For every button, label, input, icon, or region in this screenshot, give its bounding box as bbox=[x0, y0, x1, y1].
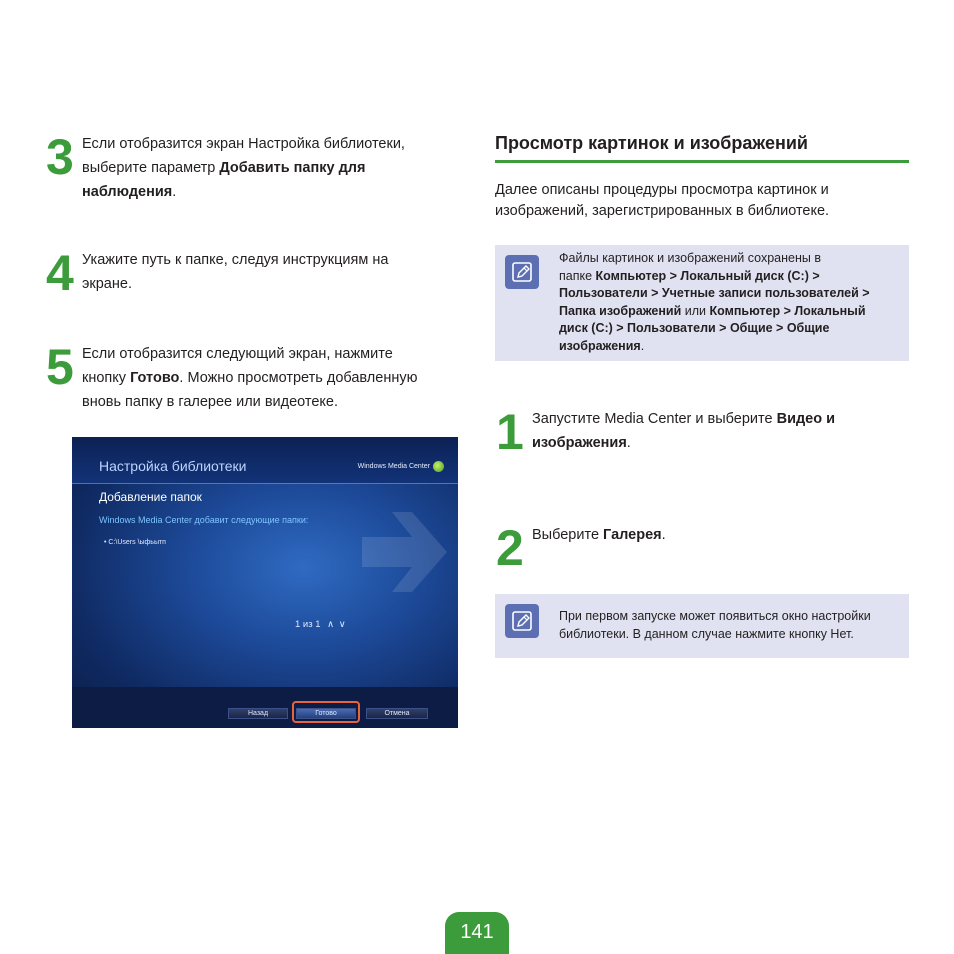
wmc-heading: Добавление папок bbox=[99, 490, 202, 504]
pencil-note-icon bbox=[505, 604, 539, 638]
step-1 bbox=[496, 404, 916, 467]
step-number: 1 bbox=[496, 404, 522, 460]
step-text: Если отобразится следующий экран, нажмите кнопку Готово. Можно просмотреть добавленную вновь папку в галерее или видеотеке. bbox=[82, 346, 418, 410]
section-title: Просмотр картинок и изображений bbox=[495, 133, 909, 163]
step-number: 3 bbox=[46, 129, 72, 185]
windows-logo-icon bbox=[433, 461, 444, 472]
note-text: При первом запуске может появиться окно настройки библиотеки. В данном случае нажмите кнопку Нет. bbox=[559, 609, 871, 641]
note-text: Файлы картинок и изображений сохранены в папке Компьютер > Локальный диск (C:) > Пользователи > Учетные записи пользователей > Папка изображений или Компьютер > Локальный диск (C:) > Пользователи > Общие > Общие изображения. bbox=[559, 251, 870, 353]
wmc-subheading: Windows Media Center добавит следующие папки: bbox=[99, 515, 309, 525]
step-number: 4 bbox=[46, 245, 72, 301]
chevron-down-icon[interactable]: ∨ bbox=[338, 619, 346, 630]
step-text: Запустите Media Center и выберите Видео и изображения. bbox=[532, 411, 836, 451]
pager-label: 1 из 1 bbox=[295, 619, 321, 630]
step-number: 2 bbox=[496, 520, 522, 576]
page-number-tab bbox=[445, 912, 509, 954]
wmc-brand: Windows Media Center bbox=[357, 463, 430, 470]
back-button[interactable]: Назад bbox=[228, 708, 288, 719]
step-2 bbox=[496, 520, 916, 576]
folder-path: • C:\Users \ыфьытп bbox=[104, 539, 166, 546]
step-text: Выберите Галерея. bbox=[532, 527, 666, 543]
note-box-2 bbox=[495, 594, 909, 658]
page-number: 141 bbox=[460, 921, 494, 943]
wmc-title: Настройка библиотеки bbox=[99, 458, 247, 474]
cancel-button[interactable]: Отмена bbox=[366, 708, 428, 719]
step-text: Если отобразится экран Настройка библиотеки, выберите параметр Добавить папку для наблюдения. bbox=[82, 136, 405, 200]
step-4 bbox=[46, 245, 466, 308]
step-text: Укажите путь к папке, следуя инструкциям на экране. bbox=[82, 252, 389, 292]
pencil-note-icon bbox=[505, 255, 539, 289]
pager bbox=[295, 619, 346, 630]
arrow-watermark-icon bbox=[352, 497, 458, 607]
note-box-1 bbox=[495, 245, 909, 361]
done-button-highlight bbox=[292, 701, 360, 723]
done-button[interactable]: Готово bbox=[296, 708, 356, 719]
media-center-screenshot bbox=[72, 437, 458, 728]
chevron-up-icon[interactable]: ∧ bbox=[327, 619, 335, 630]
step-3 bbox=[46, 129, 466, 212]
section-intro: Далее описаны процедуры просмотра картинок и изображений, зарегистрированных в библиотеке. bbox=[495, 182, 830, 219]
step-number: 5 bbox=[46, 339, 72, 395]
wmc-divider bbox=[72, 483, 458, 484]
step-5 bbox=[46, 339, 466, 422]
